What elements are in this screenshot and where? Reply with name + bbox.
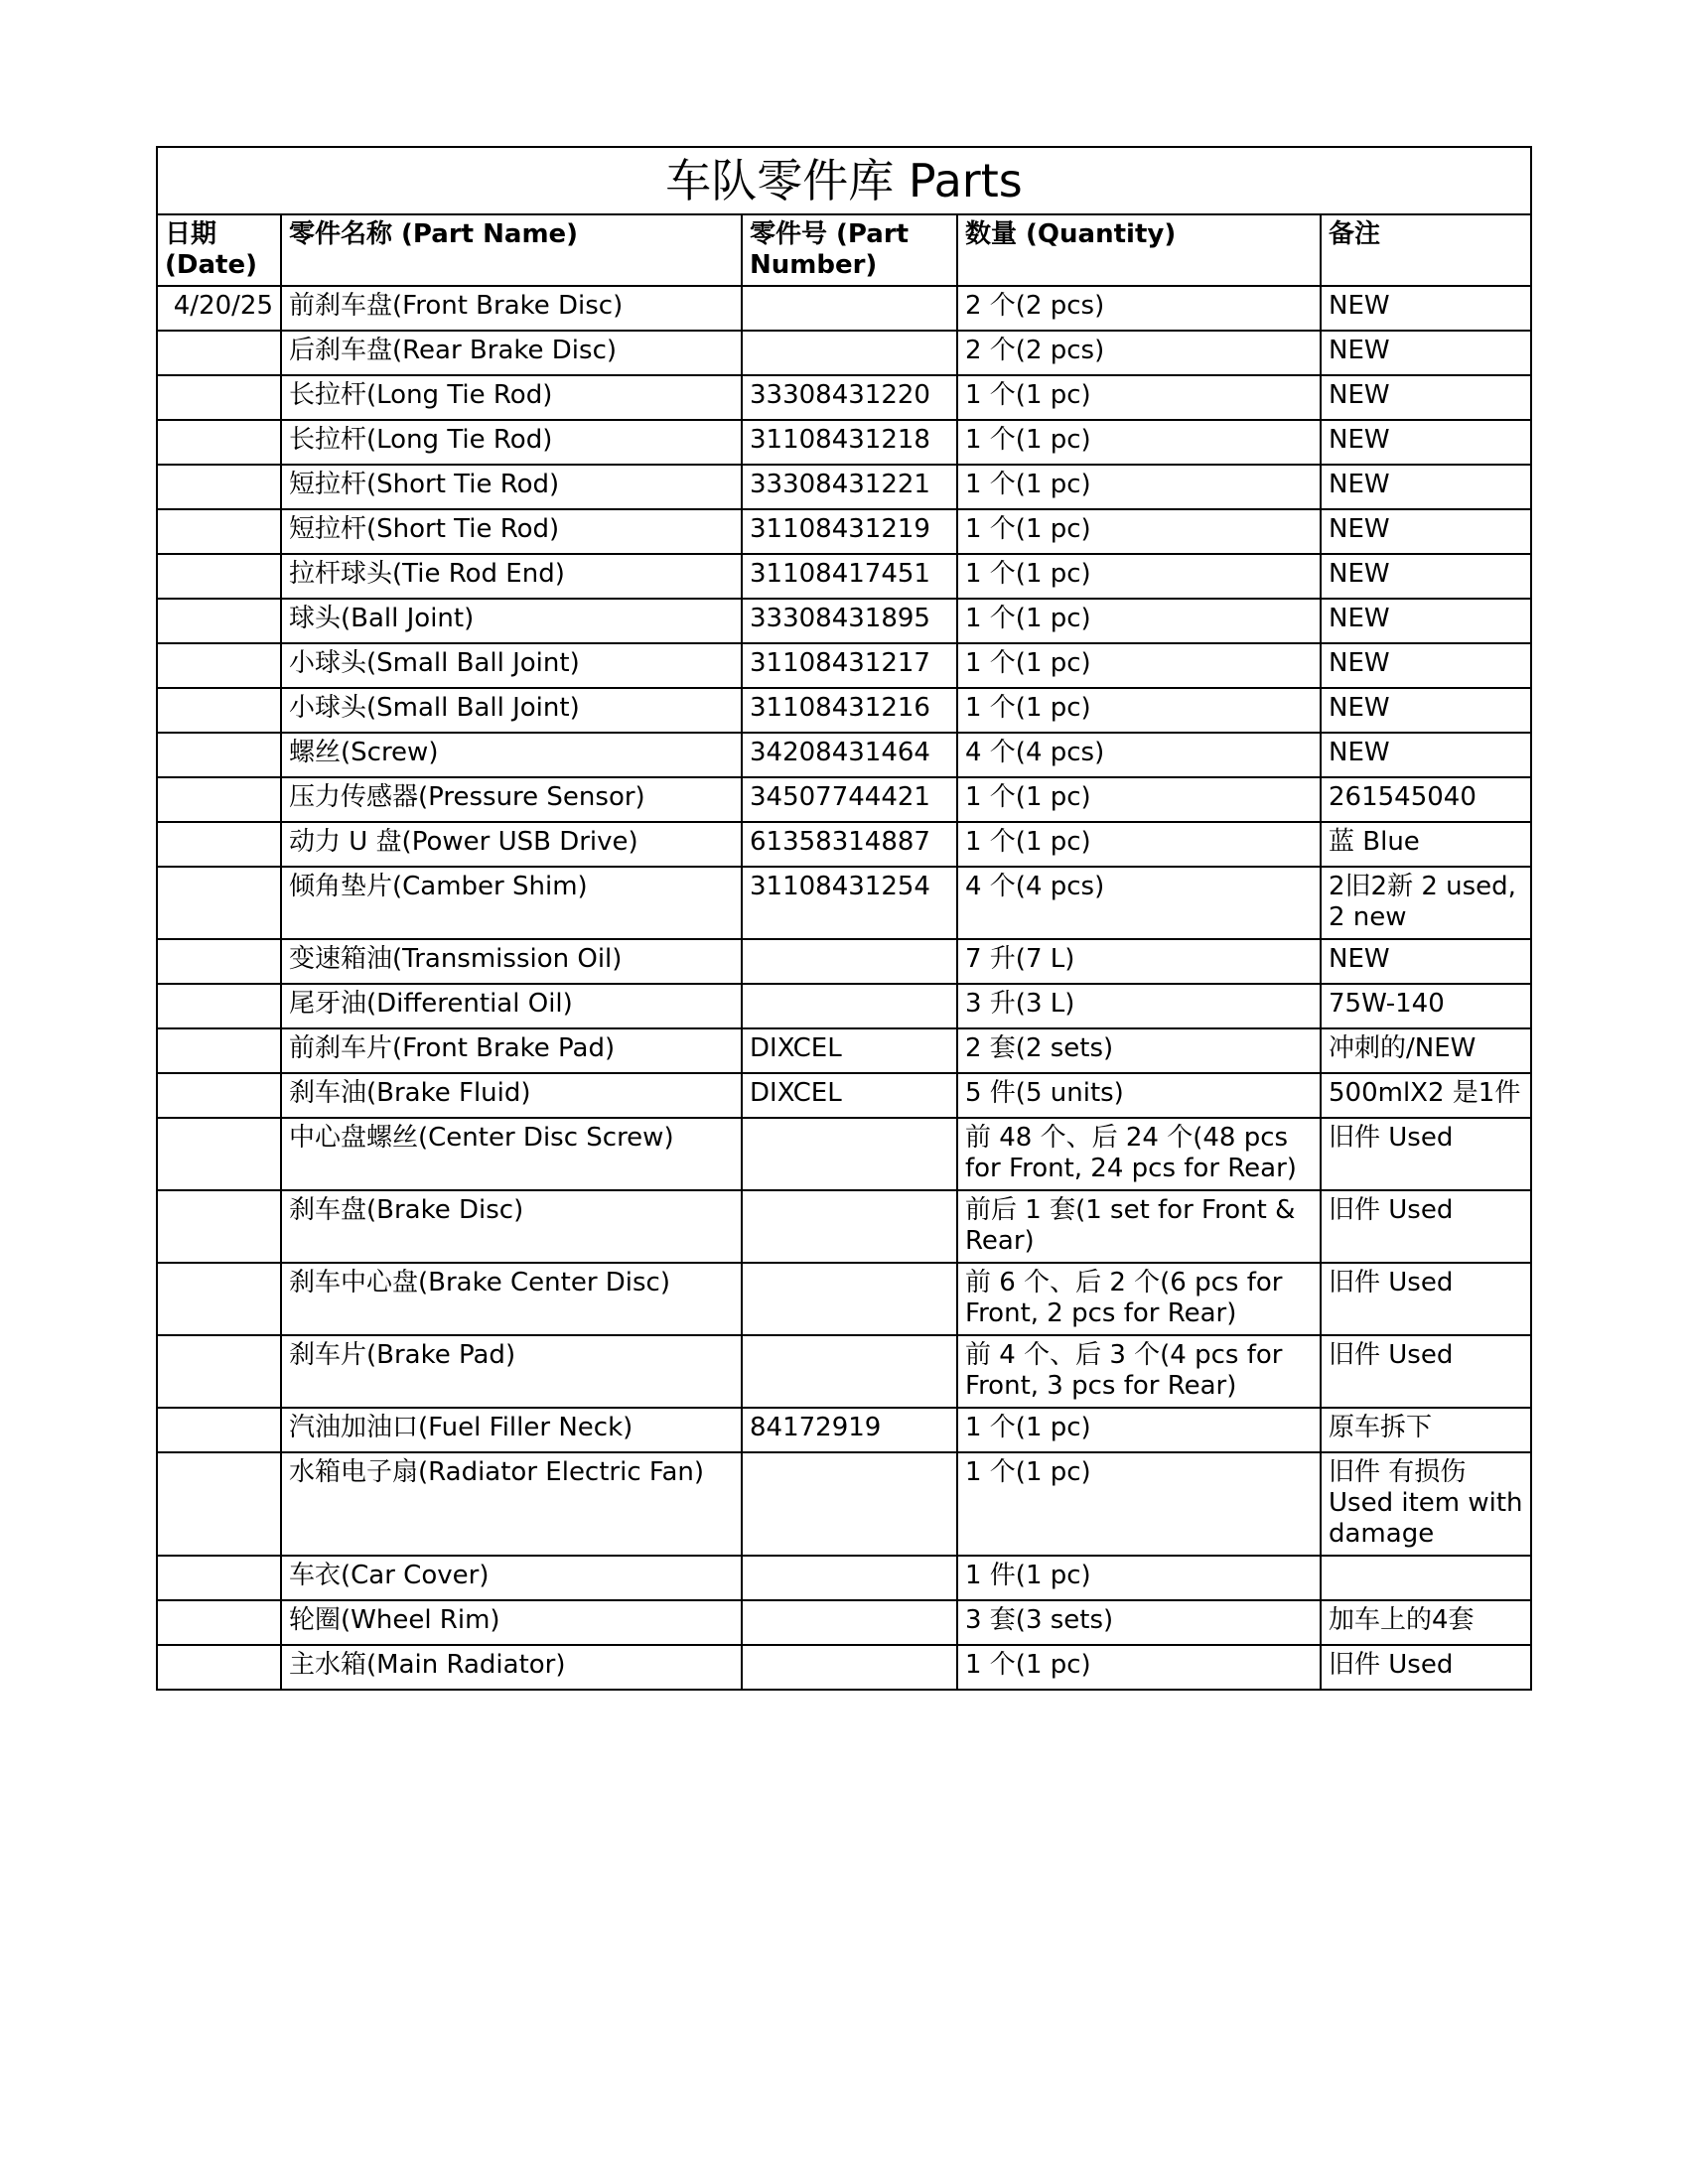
table-title: 车队零件库 Parts <box>157 147 1531 214</box>
table-row <box>157 554 1531 599</box>
header-quantity: 数量 (Quantity) <box>957 214 1321 286</box>
date-cell <box>157 375 281 420</box>
table-row <box>157 1335 1531 1408</box>
quantity-cell: 1 个(1 pc) <box>957 643 1321 688</box>
quantity-cell: 1 个(1 pc) <box>957 777 1321 822</box>
date-cell <box>157 331 281 375</box>
note-cell: 旧件 有损伤 Used item with damage <box>1321 1452 1531 1556</box>
date-cell <box>157 1190 281 1263</box>
part-number-cell: 31108431216 <box>742 688 957 733</box>
date-cell <box>157 509 281 554</box>
note-cell: 500mlX2 是1件 <box>1321 1073 1531 1118</box>
part-name-cell: 轮圈(Wheel Rim) <box>281 1600 742 1645</box>
date-cell: 4/20/25 <box>157 286 281 331</box>
table-row <box>157 331 1531 375</box>
parts-table <box>156 146 1532 1691</box>
part-number-cell <box>742 1335 957 1408</box>
quantity-cell: 1 个(1 pc) <box>957 1408 1321 1452</box>
part-number-cell: DIXCEL <box>742 1073 957 1118</box>
table-row <box>157 1645 1531 1690</box>
part-name-cell: 拉杆球头(Tie Rod End) <box>281 554 742 599</box>
date-cell <box>157 420 281 465</box>
note-cell: NEW <box>1321 465 1531 509</box>
date-cell <box>157 733 281 777</box>
date-cell <box>157 867 281 939</box>
quantity-cell: 1 个(1 pc) <box>957 375 1321 420</box>
part-name-cell: 变速箱油(Transmission Oil) <box>281 939 742 984</box>
quantity-cell: 5 件(5 units) <box>957 1073 1321 1118</box>
quantity-cell: 2 个(2 pcs) <box>957 286 1321 331</box>
note-cell: 旧件 Used <box>1321 1190 1531 1263</box>
part-number-cell: 31108417451 <box>742 554 957 599</box>
part-number-cell <box>742 1645 957 1690</box>
quantity-cell: 1 个(1 pc) <box>957 1452 1321 1556</box>
date-cell <box>157 939 281 984</box>
part-name-cell: 刹车油(Brake Fluid) <box>281 1073 742 1118</box>
quantity-cell: 1 个(1 pc) <box>957 1645 1321 1690</box>
quantity-cell: 7 升(7 L) <box>957 939 1321 984</box>
table-row <box>157 420 1531 465</box>
part-name-cell: 刹车片(Brake Pad) <box>281 1335 742 1408</box>
part-number-cell <box>742 331 957 375</box>
date-cell <box>157 1556 281 1600</box>
table-row <box>157 939 1531 984</box>
note-cell: NEW <box>1321 375 1531 420</box>
note-cell: 旧件 Used <box>1321 1335 1531 1408</box>
date-cell <box>157 688 281 733</box>
note-cell: 原车拆下 <box>1321 1408 1531 1452</box>
note-cell: 蓝 Blue <box>1321 822 1531 867</box>
part-number-cell: 84172919 <box>742 1408 957 1452</box>
quantity-cell: 4 个(4 pcs) <box>957 867 1321 939</box>
part-number-cell <box>742 1452 957 1556</box>
part-name-cell: 刹车中心盘(Brake Center Disc) <box>281 1263 742 1335</box>
part-name-cell: 倾角垫片(Camber Shim) <box>281 867 742 939</box>
table-row <box>157 984 1531 1028</box>
quantity-cell: 4 个(4 pcs) <box>957 733 1321 777</box>
part-number-cell <box>742 939 957 984</box>
note-cell: 旧件 Used <box>1321 1118 1531 1190</box>
note-cell: 旧件 Used <box>1321 1263 1531 1335</box>
note-cell: 冲刺的/NEW <box>1321 1028 1531 1073</box>
date-cell <box>157 1645 281 1690</box>
note-cell: NEW <box>1321 509 1531 554</box>
part-name-cell: 长拉杆(Long Tie Rod) <box>281 420 742 465</box>
quantity-cell: 1 个(1 pc) <box>957 554 1321 599</box>
note-cell: NEW <box>1321 643 1531 688</box>
part-number-cell: DIXCEL <box>742 1028 957 1073</box>
table-row <box>157 509 1531 554</box>
date-cell <box>157 599 281 643</box>
part-number-cell: 31108431218 <box>742 420 957 465</box>
quantity-cell: 1 件(1 pc) <box>957 1556 1321 1600</box>
table-row <box>157 1556 1531 1600</box>
part-number-cell: 61358314887 <box>742 822 957 867</box>
part-number-cell <box>742 984 957 1028</box>
note-cell: NEW <box>1321 939 1531 984</box>
part-name-cell: 压力传感器(Pressure Sensor) <box>281 777 742 822</box>
note-cell: 旧件 Used <box>1321 1645 1531 1690</box>
quantity-cell: 1 个(1 pc) <box>957 688 1321 733</box>
quantity-cell: 前 48 个、后 24 个(48 pcs for Front, 24 pcs for Rear) <box>957 1118 1321 1190</box>
part-name-cell: 前刹车片(Front Brake Pad) <box>281 1028 742 1073</box>
part-number-cell <box>742 1118 957 1190</box>
part-name-cell: 主水箱(Main Radiator) <box>281 1645 742 1690</box>
header-part-name: 零件名称 (Part Name) <box>281 214 742 286</box>
date-cell <box>157 1263 281 1335</box>
table-row <box>157 688 1531 733</box>
header-part-number: 零件号 (Part Number) <box>742 214 957 286</box>
part-name-cell: 小球头(Small Ball Joint) <box>281 688 742 733</box>
date-cell <box>157 1600 281 1645</box>
quantity-cell: 1 个(1 pc) <box>957 509 1321 554</box>
note-cell: NEW <box>1321 599 1531 643</box>
note-cell: NEW <box>1321 688 1531 733</box>
table-row <box>157 1028 1531 1073</box>
quantity-cell: 前后 1 套(1 set for Front & Rear) <box>957 1190 1321 1263</box>
part-name-cell: 车衣(Car Cover) <box>281 1556 742 1600</box>
date-cell <box>157 1335 281 1408</box>
date-cell <box>157 643 281 688</box>
part-number-cell: 31108431219 <box>742 509 957 554</box>
note-cell: NEW <box>1321 733 1531 777</box>
date-cell <box>157 822 281 867</box>
quantity-cell: 1 个(1 pc) <box>957 599 1321 643</box>
quantity-cell: 1 个(1 pc) <box>957 822 1321 867</box>
part-name-cell: 汽油加油口(Fuel Filler Neck) <box>281 1408 742 1452</box>
note-cell: 75W-140 <box>1321 984 1531 1028</box>
table-row <box>157 286 1531 331</box>
part-name-cell: 螺丝(Screw) <box>281 733 742 777</box>
part-name-cell: 中心盘螺丝(Center Disc Screw) <box>281 1118 742 1190</box>
part-name-cell: 水箱电子扇(Radiator Electric Fan) <box>281 1452 742 1556</box>
table-row <box>157 1118 1531 1190</box>
table-row <box>157 465 1531 509</box>
part-number-cell <box>742 1263 957 1335</box>
part-number-cell: 33308431220 <box>742 375 957 420</box>
date-cell <box>157 1408 281 1452</box>
part-name-cell: 短拉杆(Short Tie Rod) <box>281 509 742 554</box>
note-cell: NEW <box>1321 420 1531 465</box>
table-row <box>157 1452 1531 1556</box>
date-cell <box>157 1028 281 1073</box>
date-cell <box>157 465 281 509</box>
part-number-cell: 33308431895 <box>742 599 957 643</box>
part-name-cell: 尾牙油(Differential Oil) <box>281 984 742 1028</box>
quantity-cell: 2 套(2 sets) <box>957 1028 1321 1073</box>
part-number-cell: 33308431221 <box>742 465 957 509</box>
date-cell <box>157 554 281 599</box>
note-cell: 加车上的4套 <box>1321 1600 1531 1645</box>
quantity-cell: 前 6 个、后 2 个(6 pcs for Front, 2 pcs for Rear) <box>957 1263 1321 1335</box>
part-number-cell: 34208431464 <box>742 733 957 777</box>
quantity-cell: 1 个(1 pc) <box>957 420 1321 465</box>
date-cell <box>157 1118 281 1190</box>
quantity-cell: 前 4 个、后 3 个(4 pcs for Front, 3 pcs for Rear) <box>957 1335 1321 1408</box>
table-row <box>157 643 1531 688</box>
part-number-cell: 34507744421 <box>742 777 957 822</box>
part-number-cell <box>742 286 957 331</box>
part-name-cell: 长拉杆(Long Tie Rod) <box>281 375 742 420</box>
part-number-cell: 31108431217 <box>742 643 957 688</box>
part-name-cell: 短拉杆(Short Tie Rod) <box>281 465 742 509</box>
header-row <box>157 214 1531 286</box>
part-name-cell: 前刹车盘(Front Brake Disc) <box>281 286 742 331</box>
quantity-cell: 3 套(3 sets) <box>957 1600 1321 1645</box>
table-row <box>157 1408 1531 1452</box>
part-name-cell: 后刹车盘(Rear Brake Disc) <box>281 331 742 375</box>
table-row <box>157 867 1531 939</box>
note-cell: 2旧2新 2 used, 2 new <box>1321 867 1531 939</box>
part-name-cell: 小球头(Small Ball Joint) <box>281 643 742 688</box>
note-cell: NEW <box>1321 331 1531 375</box>
table-row <box>157 822 1531 867</box>
part-number-cell: 31108431254 <box>742 867 957 939</box>
table-row <box>157 1600 1531 1645</box>
table-row <box>157 777 1531 822</box>
part-name-cell: 刹车盘(Brake Disc) <box>281 1190 742 1263</box>
date-cell <box>157 984 281 1028</box>
date-cell <box>157 1073 281 1118</box>
table-row <box>157 733 1531 777</box>
quantity-cell: 3 升(3 L) <box>957 984 1321 1028</box>
part-number-cell <box>742 1556 957 1600</box>
part-name-cell: 动力 U 盘(Power USB Drive) <box>281 822 742 867</box>
note-cell: 261545040 <box>1321 777 1531 822</box>
quantity-cell: 1 个(1 pc) <box>957 465 1321 509</box>
table-row <box>157 1263 1531 1335</box>
table-row <box>157 599 1531 643</box>
date-cell <box>157 777 281 822</box>
date-cell <box>157 1452 281 1556</box>
table-row <box>157 1190 1531 1263</box>
part-name-cell: 球头(Ball Joint) <box>281 599 742 643</box>
table-row <box>157 375 1531 420</box>
quantity-cell: 2 个(2 pcs) <box>957 331 1321 375</box>
header-note: 备注 <box>1321 214 1531 286</box>
part-number-cell <box>742 1600 957 1645</box>
note-cell: NEW <box>1321 554 1531 599</box>
parts-body <box>157 286 1531 1690</box>
note-cell <box>1321 1556 1531 1600</box>
part-number-cell <box>742 1190 957 1263</box>
note-cell: NEW <box>1321 286 1531 331</box>
table-row <box>157 1073 1531 1118</box>
header-date: 日期 (Date) <box>157 214 281 286</box>
